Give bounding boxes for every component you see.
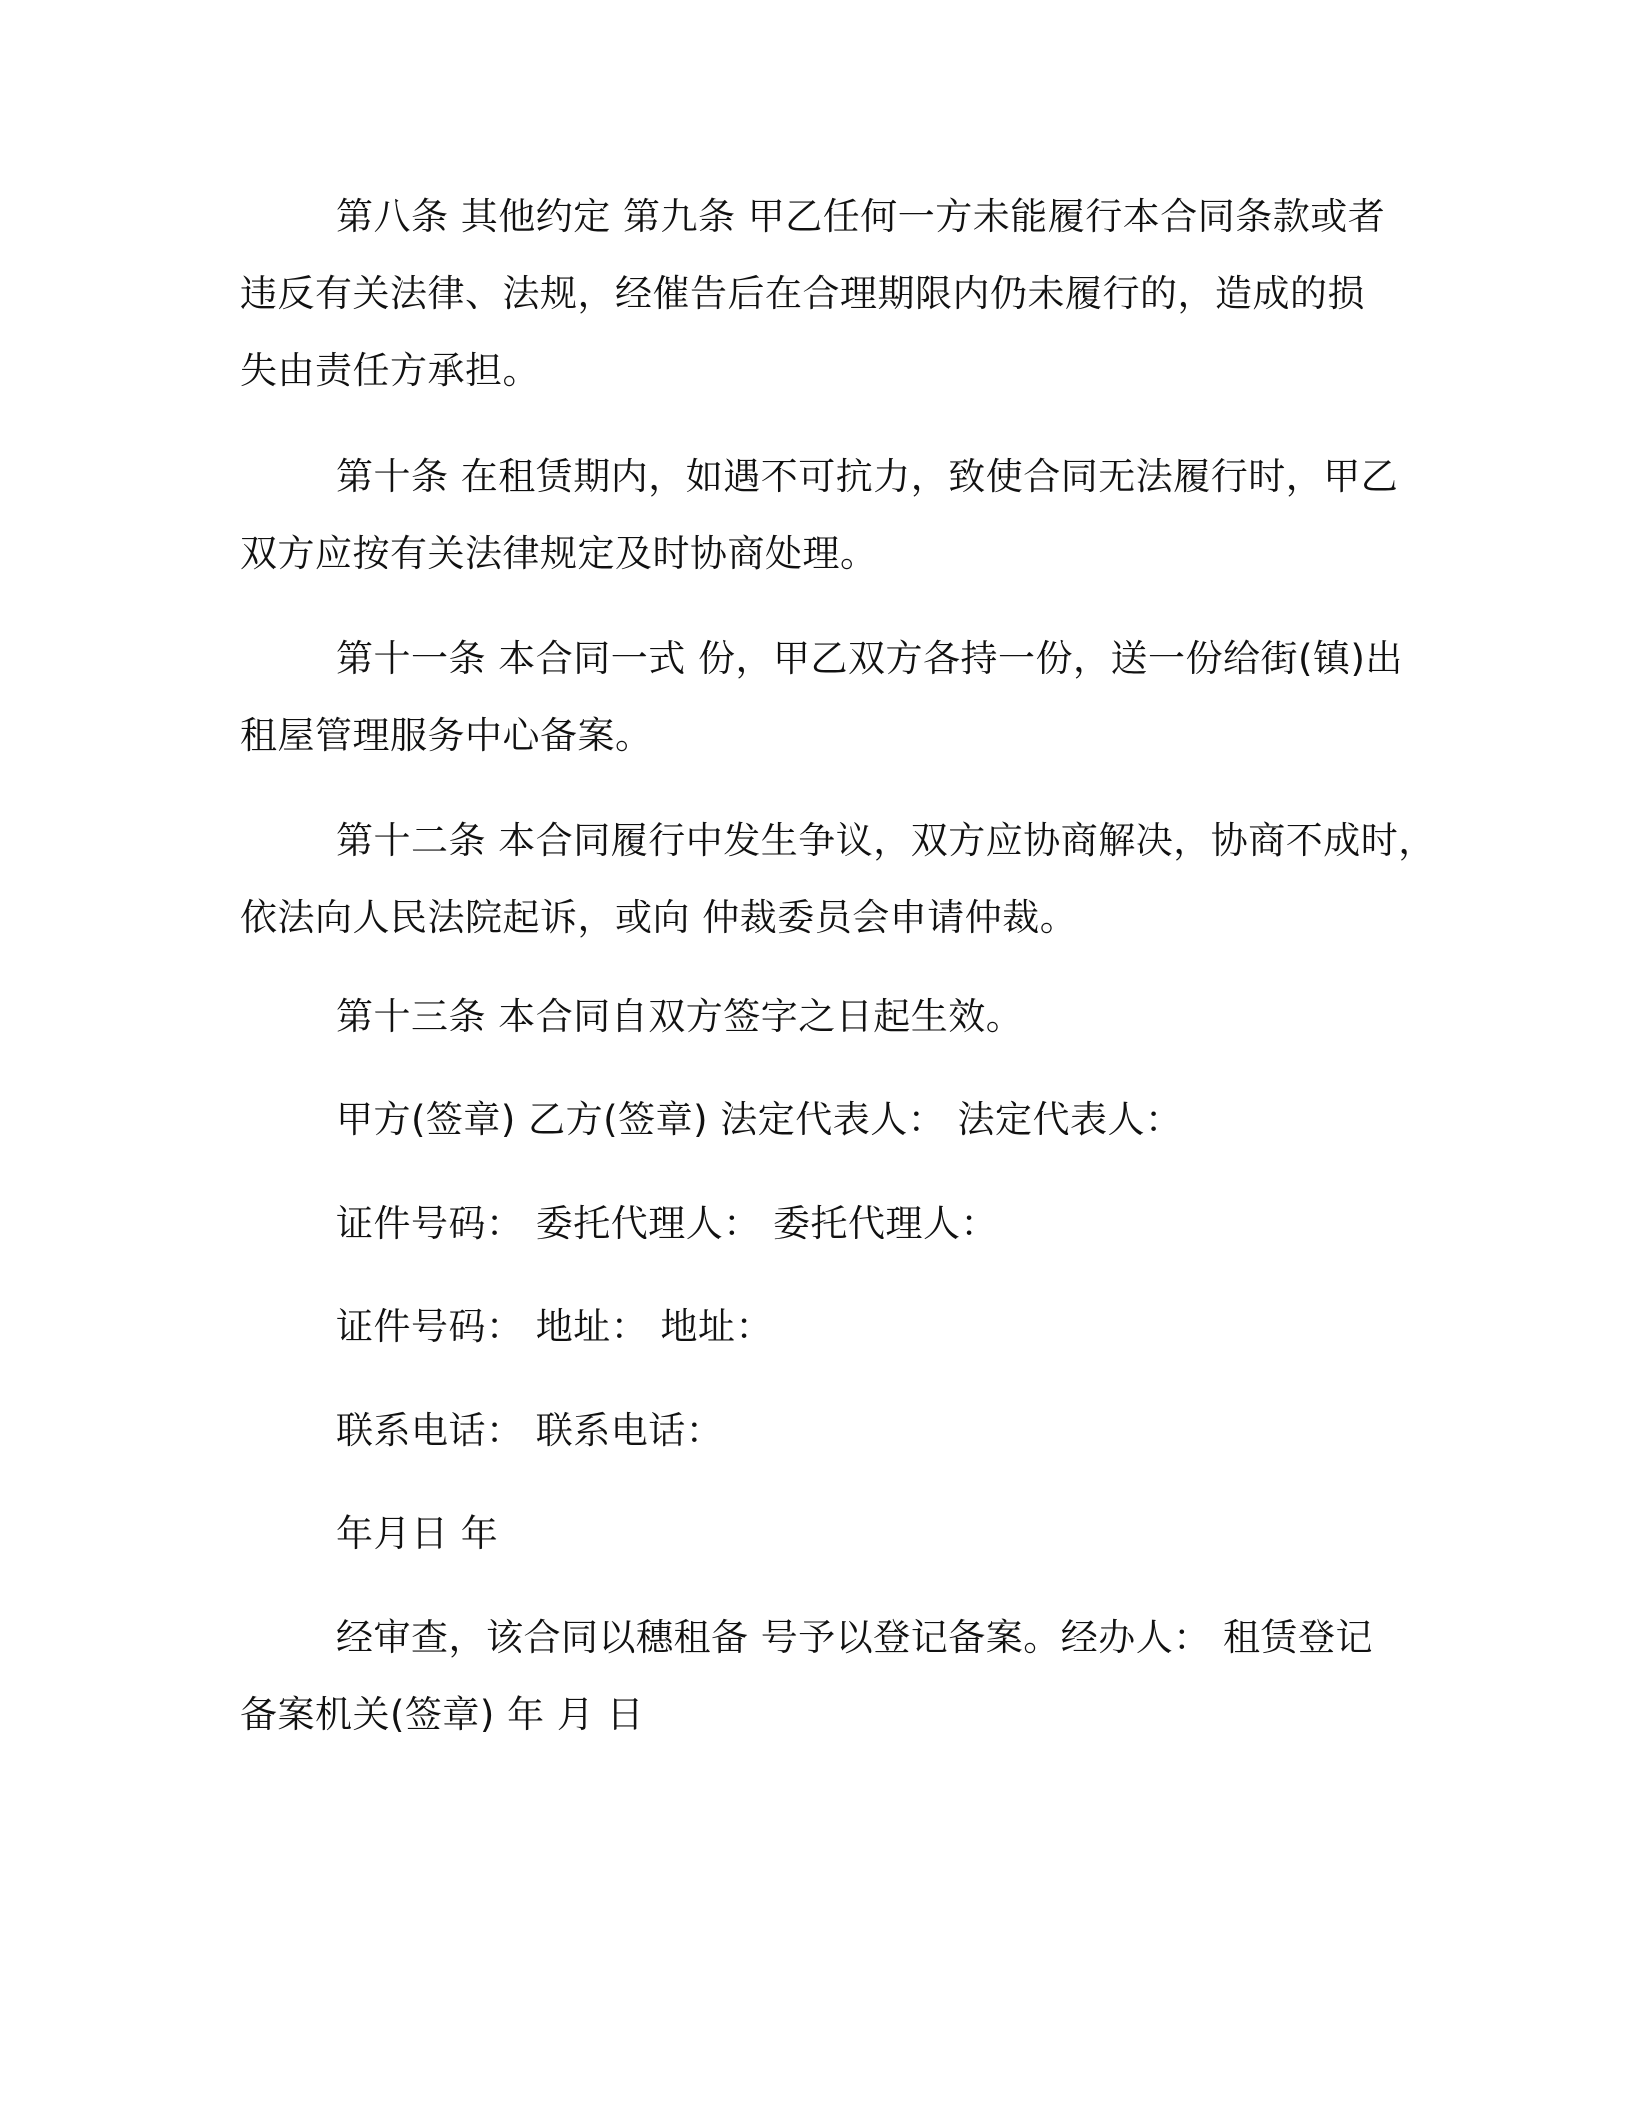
text-line: 第十一条 本合同一式 份，甲乙双方各持一份，送一份给街(镇)出	[336, 637, 1403, 680]
text-line: 备案机关(签章) 年 月 日	[240, 1693, 645, 1736]
text-line: 经审查，该合同以穗租备 号予以登记备案。经办人： 租赁登记	[336, 1616, 1374, 1659]
text-line: 第十二条 本合同履行中发生争议，双方应协商解决，协商不成时，	[336, 819, 1436, 862]
text-line: 证件号码： 地址： 地址：	[336, 1305, 774, 1348]
clause-13-paragraph	[240, 978, 1420, 1055]
clause-8-9-paragraph	[240, 178, 1420, 409]
text-line: 证件号码： 委托代理人： 委托代理人：	[336, 1202, 999, 1245]
text-line: 联系电话： 联系电话：	[336, 1409, 724, 1452]
text-line: 第十条 在租赁期内，如遇不可抗力，致使合同无法履行时，甲乙	[336, 455, 1399, 498]
id-number-address-line	[240, 1288, 1420, 1365]
text-line: 租屋管理服务中心备案。	[240, 714, 653, 757]
text-line: 第八条 其他约定 第九条 甲乙任何一方未能履行本合同条款或者	[336, 195, 1386, 238]
phone-line	[240, 1392, 1420, 1469]
text-line: 年月日 年	[336, 1512, 499, 1555]
text-line: 甲方(签章) 乙方(签章) 法定代表人： 法定代表人：	[336, 1098, 1183, 1141]
text-line: 违反有关法律、法规，经催告后在合理期限内仍未履行的，造成的损	[240, 272, 1365, 315]
clause-10-paragraph	[240, 438, 1420, 592]
clause-12-paragraph	[240, 802, 1436, 956]
registration-paragraph	[240, 1599, 1420, 1753]
date-line	[240, 1495, 1420, 1572]
text-line: 失由责任方承担。	[240, 349, 540, 392]
id-number-agent-line	[240, 1185, 1420, 1262]
signature-parties-line	[240, 1081, 1420, 1158]
text-line: 依法向人民法院起诉，或向 仲裁委员会申请仲裁。	[240, 896, 1078, 939]
clause-11-paragraph	[240, 620, 1420, 774]
text-line: 第十三条 本合同自双方签字之日起生效。	[336, 995, 1024, 1038]
text-line: 双方应按有关法律规定及时协商处理。	[240, 532, 878, 575]
